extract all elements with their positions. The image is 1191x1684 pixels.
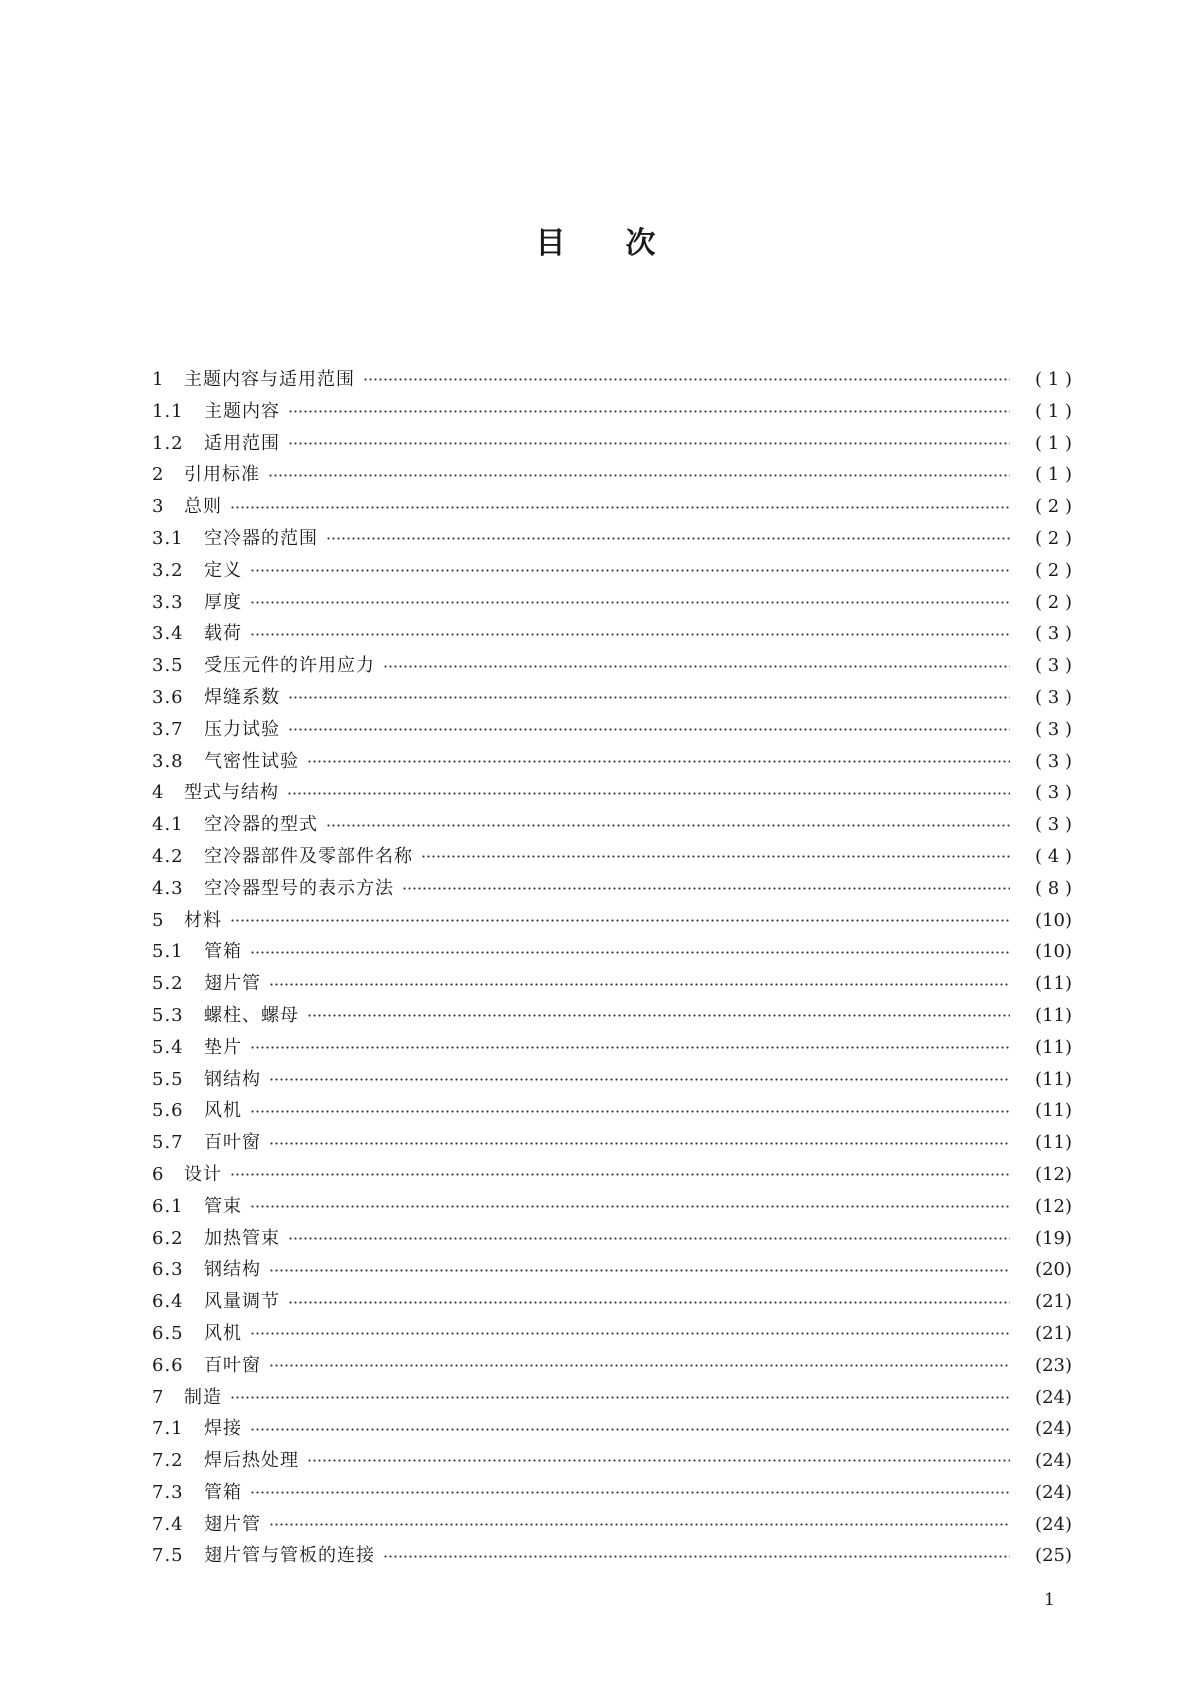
dot-leader — [288, 403, 1010, 421]
dot-leader — [230, 498, 1010, 516]
toc-entry-title: 材料 — [184, 909, 222, 931]
toc-entry[interactable] — [152, 905, 1072, 937]
toc-entry[interactable] — [152, 1095, 1072, 1127]
toc-entry-number: 1 — [152, 369, 165, 390]
toc-entry-number: 5.5 — [152, 1068, 184, 1090]
toc-entry-page: ( 3 ) — [1035, 782, 1072, 804]
toc-entry-page: ( 2 ) — [1035, 527, 1072, 549]
toc-entry[interactable] — [152, 555, 1072, 587]
toc-entry[interactable] — [152, 1540, 1072, 1572]
toc-entry-title: 百叶窗 — [204, 1354, 261, 1376]
page-number: 1 — [1044, 1590, 1055, 1610]
toc-entry[interactable] — [152, 650, 1072, 682]
toc-entry[interactable] — [152, 682, 1072, 714]
toc-entry-number: 1.1 — [152, 400, 184, 422]
toc-entry-page: ( 3 ) — [1035, 718, 1072, 740]
toc-entry-number: 7 — [152, 1386, 165, 1408]
page-title: 目次 — [535, 226, 716, 261]
toc-entry[interactable] — [152, 1000, 1072, 1032]
toc-entry-number: 7.5 — [152, 1545, 184, 1567]
toc-entry-number: 7.4 — [152, 1513, 184, 1535]
toc-entry[interactable] — [152, 1127, 1072, 1159]
dot-leader — [288, 434, 1010, 452]
toc-entry-page: (24) — [1035, 1450, 1072, 1472]
toc-entry-number: 4.3 — [152, 877, 184, 899]
toc-entry-number: 5.1 — [152, 941, 184, 963]
toc-entry-title: 螺柱、螺母 — [204, 1004, 299, 1026]
toc-entry-number: 5.7 — [152, 1132, 184, 1154]
toc-entry-number: 3.3 — [152, 591, 184, 613]
dot-leader — [307, 1452, 1010, 1470]
toc-entry-page: (12) — [1035, 1195, 1072, 1217]
dot-leader — [288, 1293, 1010, 1311]
toc-entry-page: ( 2 ) — [1035, 496, 1072, 518]
toc-entry-page: ( 4 ) — [1035, 845, 1072, 867]
toc-entry-page: (24) — [1035, 1481, 1072, 1503]
dot-leader — [250, 1420, 1010, 1438]
toc-entry[interactable] — [152, 1413, 1072, 1445]
dot-leader — [287, 784, 1010, 802]
dot-leader — [250, 593, 1010, 611]
toc-entry-page: (10) — [1035, 909, 1072, 931]
toc-entry-page: (11) — [1035, 1068, 1072, 1090]
toc-entry-number: 5.2 — [152, 973, 184, 995]
toc-entry-number: 3.5 — [152, 655, 184, 677]
toc-entry-title: 风机 — [204, 1100, 242, 1122]
toc-entry-title: 翅片管 — [204, 1513, 261, 1535]
toc-entry-number: 6.6 — [152, 1354, 184, 1376]
dot-leader — [250, 943, 1010, 961]
toc-entry-page: ( 3 ) — [1035, 814, 1072, 836]
toc-entry[interactable] — [152, 1445, 1072, 1477]
toc-entry-title: 钢结构 — [204, 1259, 261, 1281]
toc-entry-number: 7.1 — [152, 1418, 184, 1440]
toc-entry-number: 6.3 — [152, 1259, 184, 1281]
toc-entry-title: 气密性试验 — [204, 750, 299, 772]
toc-entry-title: 受压元件的许用应力 — [204, 655, 375, 677]
toc-entry-number: 3 — [152, 496, 165, 518]
toc-entry[interactable] — [152, 936, 1072, 968]
toc-entry[interactable] — [152, 396, 1072, 428]
toc-entry[interactable] — [152, 1223, 1072, 1255]
dot-leader — [326, 816, 1010, 834]
toc-entry[interactable] — [152, 364, 1072, 396]
toc-entry-page: (24) — [1035, 1513, 1072, 1535]
toc-entry-title: 焊缝系数 — [204, 686, 280, 708]
dot-leader — [363, 371, 1010, 389]
toc-entry-title: 压力试验 — [204, 718, 280, 740]
toc-entry-page: (21) — [1035, 1291, 1072, 1313]
dot-leader — [250, 625, 1010, 643]
table-of-contents — [152, 364, 1072, 1572]
toc-entry-title: 载荷 — [204, 623, 242, 645]
toc-entry[interactable] — [152, 1286, 1072, 1318]
dot-leader — [269, 975, 1010, 993]
toc-entry-page: ( 3 ) — [1035, 686, 1072, 708]
toc-entry-page: (12) — [1035, 1163, 1072, 1185]
toc-entry[interactable] — [152, 1159, 1072, 1191]
toc-entry-title: 翅片管与管板的连接 — [204, 1545, 375, 1567]
toc-entry-number: 5.6 — [152, 1100, 184, 1122]
dot-leader — [307, 752, 1010, 770]
toc-entry-page: (11) — [1035, 1100, 1072, 1122]
toc-entry[interactable] — [152, 1509, 1072, 1541]
dot-leader — [250, 1325, 1010, 1343]
dot-leader — [288, 1229, 1010, 1247]
toc-entry-title: 风机 — [204, 1322, 242, 1344]
toc-entry[interactable] — [152, 1064, 1072, 1096]
toc-entry[interactable] — [152, 1477, 1072, 1509]
toc-entry[interactable] — [152, 428, 1072, 460]
dot-leader — [307, 1007, 1010, 1025]
dot-leader — [269, 1357, 1010, 1375]
toc-entry-number: 6 — [152, 1163, 165, 1185]
toc-entry-title: 空冷器的范围 — [204, 527, 318, 549]
toc-entry-number: 1.2 — [152, 432, 184, 454]
toc-entry-number: 3.8 — [152, 750, 184, 772]
toc-entry-number: 7.2 — [152, 1450, 184, 1472]
dot-leader — [250, 1102, 1010, 1120]
toc-entry-page: ( 8 ) — [1035, 877, 1072, 899]
toc-entry-page: (24) — [1035, 1418, 1072, 1440]
toc-entry-title: 加热管束 — [204, 1227, 280, 1249]
dot-leader — [250, 562, 1010, 580]
toc-entry[interactable] — [152, 1254, 1072, 1286]
toc-entry-number: 3.6 — [152, 686, 184, 708]
dot-leader — [288, 689, 1010, 707]
toc-entry[interactable] — [152, 1191, 1072, 1223]
toc-entry[interactable] — [152, 714, 1072, 746]
toc-entry-title: 管束 — [204, 1195, 242, 1217]
toc-entry-page: (19) — [1035, 1227, 1072, 1249]
toc-entry-page: ( 1 ) — [1035, 400, 1072, 422]
toc-entry-page: (11) — [1035, 1004, 1072, 1026]
toc-entry-number: 3.4 — [152, 623, 184, 645]
toc-entry-title: 适用范围 — [204, 432, 280, 454]
dot-leader — [269, 1261, 1010, 1279]
dot-leader — [250, 1039, 1010, 1057]
dot-leader — [383, 657, 1010, 675]
toc-entry-page: (11) — [1035, 973, 1072, 995]
toc-entry-title: 总则 — [184, 496, 222, 518]
toc-entry-number: 5.4 — [152, 1036, 184, 1058]
toc-entry-title: 空冷器型号的表示方法 — [204, 877, 394, 899]
dot-leader — [269, 1070, 1010, 1088]
toc-entry-number: 6.2 — [152, 1227, 184, 1249]
toc-entry-title: 管箱 — [204, 1481, 242, 1503]
toc-entry-title: 空冷器部件及零部件名称 — [204, 845, 413, 867]
toc-entry[interactable] — [152, 746, 1072, 778]
toc-entry-title: 设计 — [184, 1163, 222, 1185]
toc-entry-page: ( 3 ) — [1035, 750, 1072, 772]
toc-entry-number: 6.4 — [152, 1291, 184, 1313]
toc-entry-number: 3.2 — [152, 559, 184, 581]
toc-entry[interactable] — [152, 523, 1072, 555]
toc-entry-number: 7.3 — [152, 1481, 184, 1503]
toc-entry-number: 4.1 — [152, 814, 184, 836]
toc-entry[interactable] — [152, 873, 1072, 905]
toc-entry-title: 型式与结构 — [184, 782, 279, 804]
dot-leader — [250, 1484, 1010, 1502]
toc-entry-title: 垫片 — [204, 1036, 242, 1058]
toc-entry[interactable] — [152, 1318, 1072, 1350]
toc-entry-page: ( 3 ) — [1035, 623, 1072, 645]
toc-entry-page: (25) — [1035, 1545, 1072, 1567]
toc-entry-page: ( 3 ) — [1035, 655, 1072, 677]
dot-leader — [288, 721, 1010, 739]
toc-entry-page: (11) — [1035, 1036, 1072, 1058]
toc-entry-page: ( 1 ) — [1035, 464, 1072, 486]
toc-entry-number: 4 — [152, 782, 165, 804]
dot-leader — [269, 1134, 1010, 1152]
toc-entry-number: 3.7 — [152, 718, 184, 740]
dot-leader — [230, 1388, 1010, 1406]
toc-entry-number: 2 — [152, 464, 165, 486]
toc-entry-title: 厚度 — [204, 591, 242, 613]
dot-leader — [230, 1166, 1010, 1184]
toc-entry-number: 6.5 — [152, 1322, 184, 1344]
toc-entry[interactable] — [152, 587, 1072, 619]
toc-entry-title: 制造 — [184, 1386, 222, 1408]
dot-leader — [269, 1516, 1010, 1534]
toc-entry[interactable] — [152, 459, 1072, 491]
toc-entry-number: 6.1 — [152, 1195, 184, 1217]
toc-entry-title: 管箱 — [204, 941, 242, 963]
toc-entry-page: (21) — [1035, 1322, 1072, 1344]
toc-entry-page: ( 2 ) — [1035, 559, 1072, 581]
toc-entry-title: 主题内容与适用范围 — [184, 369, 355, 390]
toc-entry[interactable] — [152, 777, 1072, 809]
toc-entry-page: ( 2 ) — [1035, 591, 1072, 613]
toc-entry[interactable] — [152, 809, 1072, 841]
dot-leader — [402, 880, 1010, 898]
toc-entry-number: 5 — [152, 909, 165, 931]
toc-entry-title: 翅片管 — [204, 973, 261, 995]
toc-entry-page: (11) — [1035, 1132, 1072, 1154]
toc-entry-title: 风量调节 — [204, 1291, 280, 1313]
toc-entry[interactable] — [152, 491, 1072, 523]
toc-entry-number: 4.2 — [152, 845, 184, 867]
toc-entry[interactable] — [152, 618, 1072, 650]
toc-entry[interactable] — [152, 1032, 1072, 1064]
toc-entry-page: (23) — [1035, 1354, 1072, 1376]
toc-entry-title: 主题内容 — [204, 400, 280, 422]
toc-entry[interactable] — [152, 1382, 1072, 1414]
dot-leader — [250, 1198, 1010, 1216]
toc-entry[interactable] — [152, 841, 1072, 873]
toc-entry-title: 百叶窗 — [204, 1132, 261, 1154]
toc-entry-title: 定义 — [204, 559, 242, 581]
dot-leader — [230, 911, 1010, 929]
dot-leader — [383, 1547, 1010, 1565]
toc-entry-title: 焊后热处理 — [204, 1450, 299, 1472]
toc-entry-number: 5.3 — [152, 1004, 184, 1026]
toc-entry-page: ( 1 ) — [1035, 432, 1072, 454]
toc-entry-page: (24) — [1035, 1386, 1072, 1408]
toc-entry[interactable] — [152, 1350, 1072, 1382]
toc-entry-page: ( 1 ) — [1035, 369, 1072, 390]
dot-leader — [326, 530, 1010, 548]
toc-entry-title: 钢结构 — [204, 1068, 261, 1090]
toc-entry-page: (10) — [1035, 941, 1072, 963]
toc-entry-title: 引用标准 — [184, 464, 260, 486]
dot-leader — [268, 466, 1010, 484]
toc-entry-title: 焊接 — [204, 1418, 242, 1440]
toc-entry-number: 3.1 — [152, 527, 184, 549]
toc-entry[interactable] — [152, 968, 1072, 1000]
toc-entry-page: (20) — [1035, 1259, 1072, 1281]
toc-entry-title: 空冷器的型式 — [204, 814, 318, 836]
dot-leader — [421, 848, 1010, 866]
